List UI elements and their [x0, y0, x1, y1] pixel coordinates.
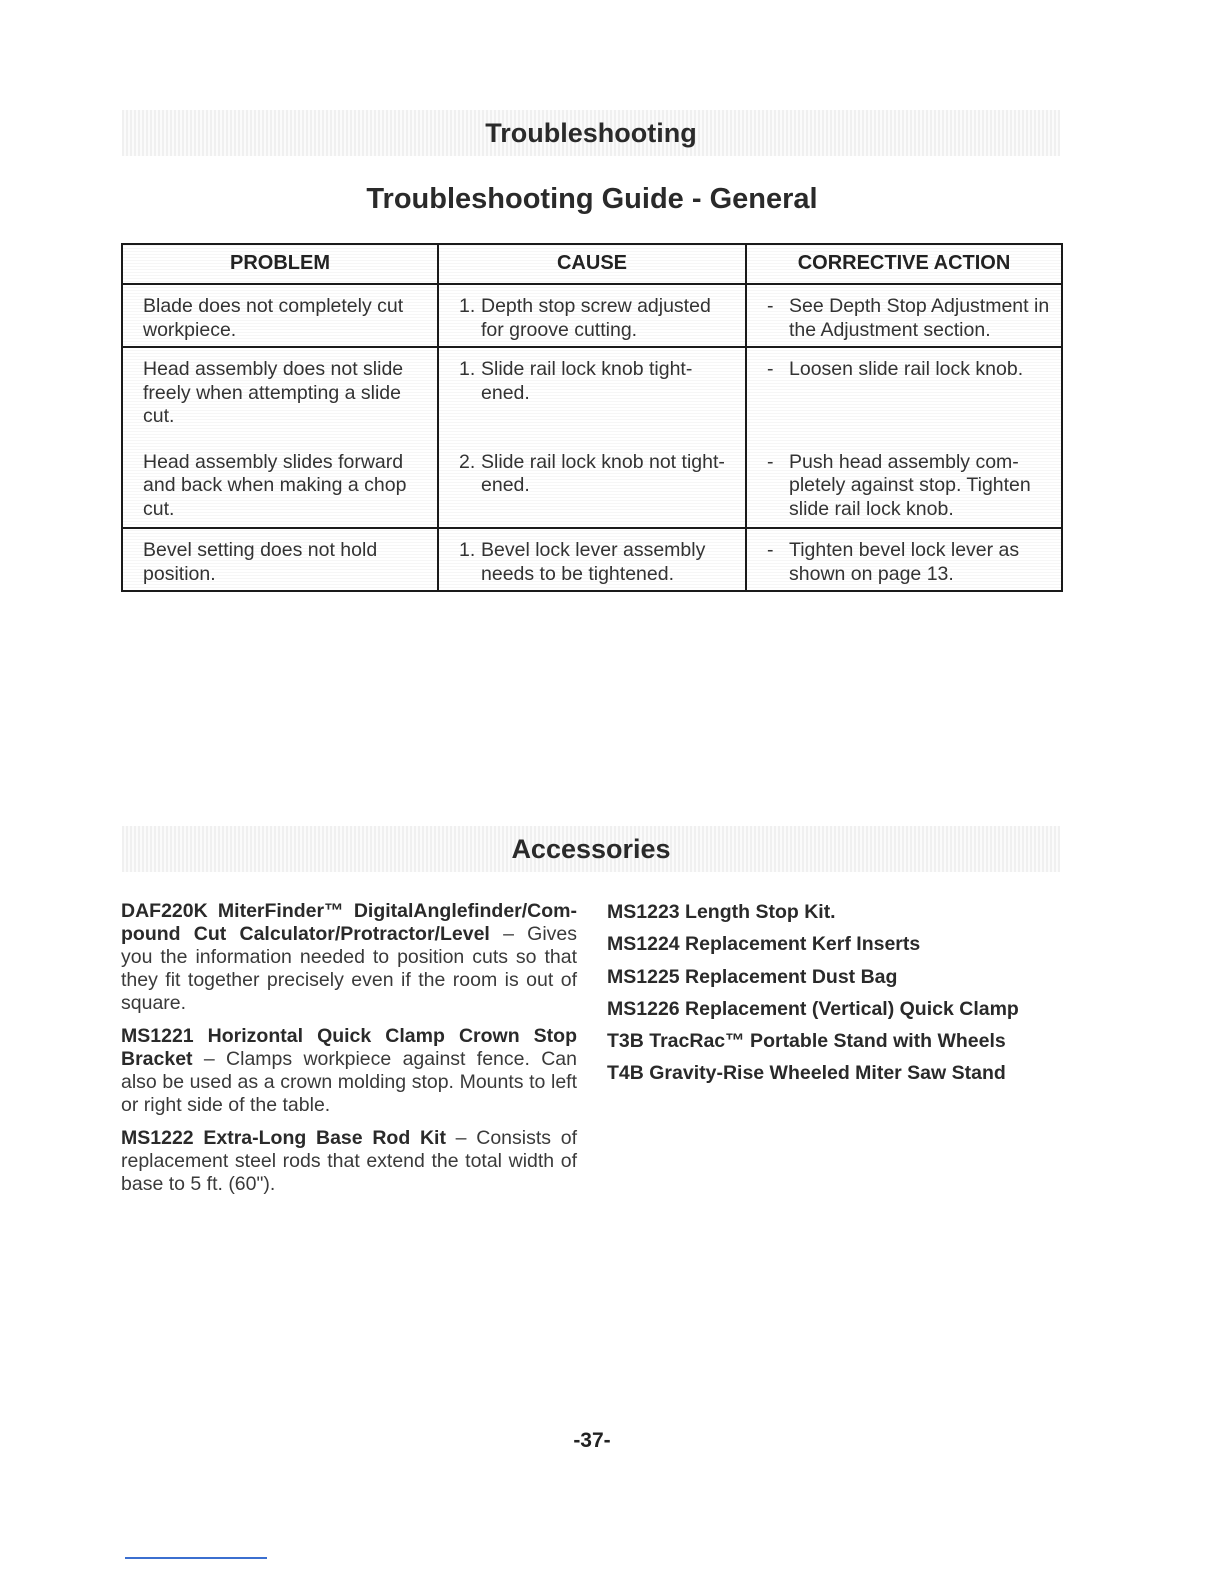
accessory-list-item: MS1225 Replacement Dust Bag [607, 965, 898, 988]
action-dash: - [767, 450, 774, 473]
accessory-description: – Consists of replacement steel rods that extend the total width of base to 5 ft. (60"). [121, 1127, 577, 1195]
table-row [122, 284, 1062, 347]
accessories-left-column [121, 900, 577, 1206]
troubleshooting-banner [122, 110, 1060, 156]
cause-text: Bevel lock lever assembly needs to be tightened. [481, 539, 706, 585]
table-row [122, 528, 1062, 591]
header-corrective-action: CORRECTIVE ACTION [746, 244, 1062, 284]
action-cell [746, 284, 1062, 347]
cause-text: Depth stop screw adjusted for groove cutting. [481, 295, 711, 341]
accessory-item [121, 1025, 577, 1117]
action-text: See Depth Stop Adjustment in the Adjustment section. [789, 295, 1050, 341]
accessories-right-column [607, 900, 1047, 1094]
action-dash: - [767, 539, 774, 561]
action-text: Tighten bevel lock lever as shown on page 13. [789, 539, 1020, 585]
accessories-banner [122, 826, 1060, 872]
header-problem: PROBLEM [122, 244, 438, 284]
action-text: Push head assembly com- pletely against stop. Tighten slide rail lock knob. [789, 450, 1031, 520]
cause-cell [438, 528, 746, 591]
accessory-item [121, 1127, 577, 1196]
action-cell [746, 347, 1062, 429]
cause-number: 1. [459, 295, 476, 317]
accessory-title: MS1222 Extra-Long Base Rod Kit [121, 1127, 446, 1149]
cause-number: 1. [459, 539, 476, 561]
accessory-list-item: MS1223 Length Stop Kit. [607, 901, 836, 923]
problem-cell: Bevel setting does not hold position. [122, 528, 438, 591]
accessory-item [121, 900, 577, 1015]
action-text: Loosen slide rail lock knob. [789, 358, 1024, 380]
troubleshooting-heading: Troubleshooting [485, 117, 697, 148]
accessory-list-item: MS1224 Replacement Kerf Inserts [607, 933, 921, 956]
page-number: -37- [573, 1429, 611, 1452]
action-cell [746, 429, 1062, 529]
cause-cell [438, 284, 746, 347]
accessory-title: MS1221 Horizontal Quick Clamp Crown Stop Bracket [121, 1025, 577, 1070]
accessories-heading: Accessories [511, 833, 671, 864]
header-cause: CAUSE [438, 244, 746, 284]
accessory-list-item: T3B TracRac™ Portable Stand with Wheels [607, 1030, 1006, 1053]
accessory-title: DAF220K MiterFinder™ DigitalAnglefinder/Com- pound Cut Calculator/Protractor/Level [121, 900, 577, 945]
cause-number: 2. [459, 450, 476, 473]
cause-number: 1. [459, 358, 476, 380]
accessory-list-item: MS1226 Replacement (Vertical) Quick Clamp [607, 997, 1019, 1020]
footer-rule [125, 1557, 267, 1559]
action-dash: - [767, 295, 774, 317]
table-row [122, 347, 1062, 429]
cause-cell [438, 429, 746, 529]
problem-cell: Head assembly does not slide freely when attempting a slide cut. [122, 347, 438, 429]
problem-cell: Blade does not completely cut workpiece. [122, 284, 438, 347]
accessory-list-item: T4B Gravity-Rise Wheeled Miter Saw Stand [607, 1062, 1006, 1085]
action-cell [746, 528, 1062, 591]
guide-title: Troubleshooting Guide - General [366, 183, 818, 215]
troubleshooting-table [121, 243, 1063, 592]
action-dash: - [767, 358, 774, 380]
table-row [122, 429, 1062, 529]
accessory-description: – Gives you the information needed to position cuts so that they fit together precisely even if the room is out of square. [121, 923, 577, 1014]
accessory-description: – Clamps workpiece against fence. Can also be used as a crown molding stop. Mounts to left or right side of the table. [121, 1048, 577, 1116]
table-header-row [122, 244, 1062, 284]
cause-text: Slide rail lock knob not tight- ened. [481, 450, 725, 496]
cause-text: Slide rail lock knob tight- ened. [481, 358, 693, 404]
problem-cell: Head assembly slides forward and back when making a chop cut. [122, 429, 438, 529]
cause-cell [438, 347, 746, 429]
